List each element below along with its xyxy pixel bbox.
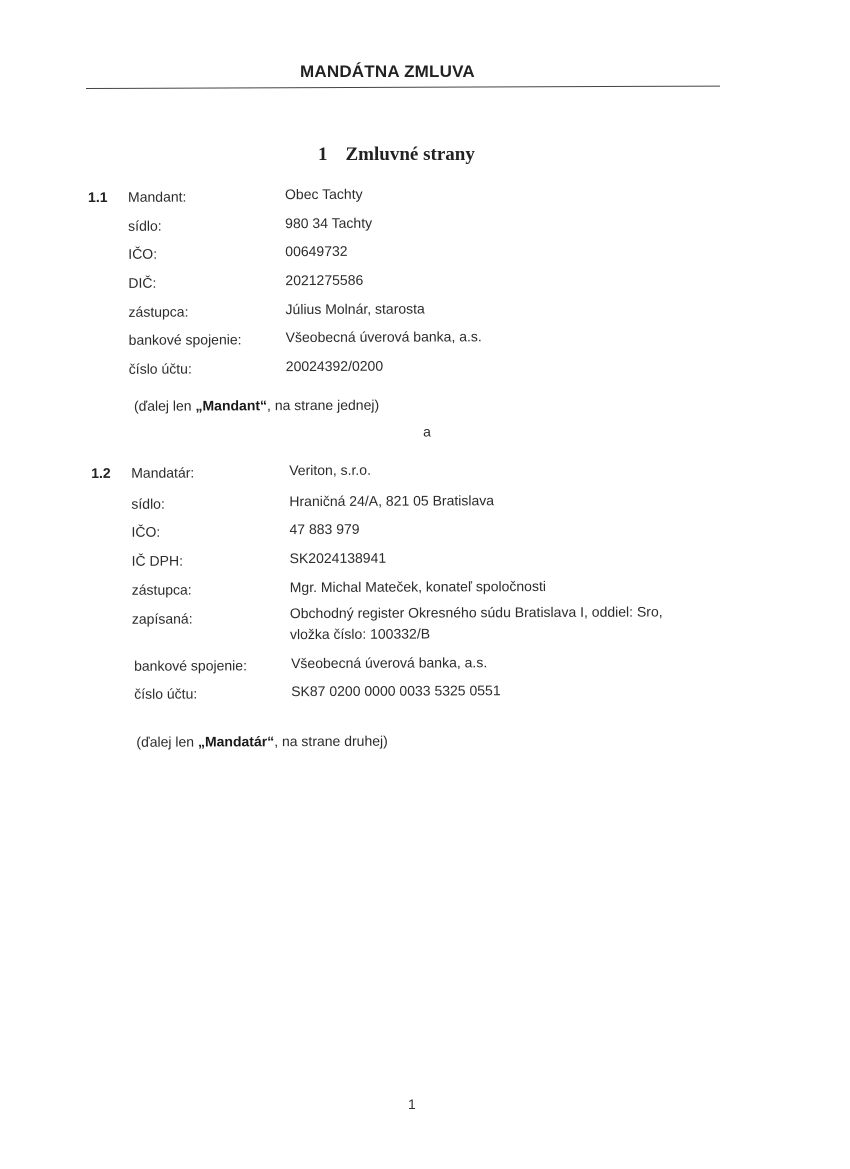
party1-value-sidlo: 980 34 Tachty xyxy=(285,214,373,232)
party1-number: 1.1 xyxy=(87,188,108,205)
party2-note-suffix: , na strane druhej) xyxy=(274,732,388,750)
party1-label-ico: IČO: xyxy=(128,245,158,262)
party1-value-dic: 2021275586 xyxy=(285,271,364,289)
party1-value-ico: 00649732 xyxy=(285,242,348,260)
party1-label-account: číslo účtu: xyxy=(128,360,192,377)
page-number: 1 xyxy=(408,1096,416,1112)
party2-value-ico: 47 883 979 xyxy=(289,520,360,538)
section-title: Zmluvné strany xyxy=(345,144,475,165)
party2-value-icdph: SK2024138941 xyxy=(289,549,387,567)
party1-note-bold: „Mandant“ xyxy=(195,397,268,414)
conjunction: a xyxy=(423,423,431,440)
party2-label-sidlo: sídlo: xyxy=(131,495,165,512)
party2-label-bank: bankové spojenie: xyxy=(134,657,247,674)
party2-label-icdph: IČ DPH: xyxy=(131,552,183,569)
party2-value-zapisana xyxy=(290,601,663,645)
party1-label-mandant: Mandant: xyxy=(127,188,187,205)
party2-value-mandatar: Veriton, s.r.o. xyxy=(289,461,371,479)
party1-value-mandant: Obec Tachty xyxy=(284,185,363,203)
party2-value-zapisana-line1: Obchodný register Okresného súdu Bratislava I, oddiel: Sro, xyxy=(289,603,663,622)
document-title: MANDÁTNA ZMLUVA xyxy=(300,62,475,81)
party2-value-zastupca: Mgr. Michal Mateček, konateľ spoločnosti xyxy=(289,577,546,596)
party2-label-account: číslo účtu: xyxy=(134,685,198,702)
party1-label-sidlo: sídlo: xyxy=(128,217,162,234)
party1-label-bank: bankové spojenie: xyxy=(128,331,242,348)
party1-note-suffix: , na strane jednej) xyxy=(266,396,380,414)
party1-label-zastupca: zástupca: xyxy=(128,303,189,320)
party2-label-zapisana: zapísaná: xyxy=(131,610,193,627)
party2-label-zastupca: zástupca: xyxy=(131,581,192,598)
party2-designation-note xyxy=(136,733,387,750)
party1-value-zastupca: Július Molnár, starosta xyxy=(285,300,425,318)
party2-value-sidlo: Hraničná 24/A, 821 05 Bratislava xyxy=(289,492,495,510)
party2-label-ico: IČO: xyxy=(131,523,161,540)
party1-value-bank: Všeobecná úverová banka, a.s. xyxy=(285,328,482,346)
party2-value-zapisana-line2: vložka číslo: 100332/B xyxy=(289,625,431,643)
party1-designation-note xyxy=(134,397,379,414)
party1-note-prefix: (ďalej len xyxy=(133,397,196,414)
party2-label-mandatar: Mandatár: xyxy=(131,464,195,481)
section-number: 1 xyxy=(318,144,328,165)
party1-value-account: 20024392/0200 xyxy=(285,357,384,375)
party1-label-dic: DIČ: xyxy=(128,274,157,291)
party2-number: 1.2 xyxy=(91,464,111,481)
party2-note-bold: „Mandatár“ xyxy=(197,733,275,750)
party2-value-bank: Všeobecná úverová banka, a.s. xyxy=(291,654,488,672)
party2-note-prefix: (ďalej len xyxy=(136,733,198,750)
party2-value-account: SK87 0200 0000 0033 5325 0551 xyxy=(291,682,501,700)
